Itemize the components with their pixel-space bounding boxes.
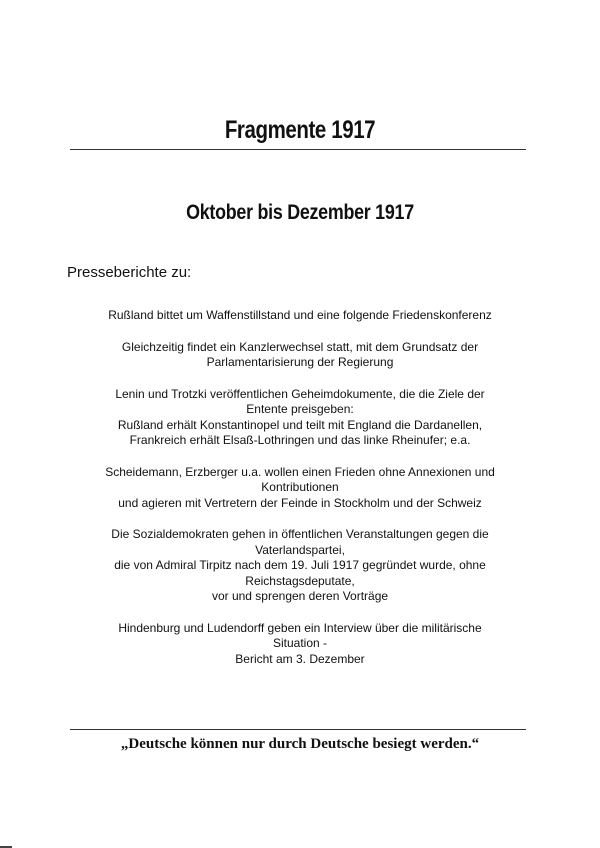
report-line: Rußland erhält Konstantinopel und teilt mit England die Dardanellen, [117, 417, 483, 432]
press-report-list [70, 308, 530, 683]
report-line: die von Admiral Tirpitz nach dem 19. Juli 1917 gegründet wurde, ohne [114, 558, 486, 572]
press-report-item [70, 308, 530, 324]
press-report-item [70, 621, 530, 668]
press-report-item [70, 387, 530, 449]
page-title: Fragmente 1917 [224, 116, 376, 144]
title-divider [70, 149, 526, 150]
report-line: Hindenburg und Ludendorff geben ein Interview über die militärische [118, 620, 482, 635]
closing-quote: „Deutsche können nur durch Deutsche besiegt werden.“ [120, 736, 480, 752]
report-line: Kontributionen [261, 480, 339, 494]
press-report-item [70, 465, 530, 512]
section-heading: Presseberichte zu: [67, 264, 192, 281]
page-subtitle: Oktober bis Dezember 1917 [186, 201, 414, 224]
report-line: Gleichzeitig findet ein Kanzlerwechsel statt, mit dem Grundsatz der [121, 339, 479, 354]
report-line: Situation - [272, 636, 328, 650]
quote-divider [70, 729, 526, 730]
report-line: Reichstagsdeputate, [245, 573, 355, 588]
report-line: Rußland bittet um Waffenstillstand und eine folgende Friedenskonferenz [108, 308, 492, 322]
report-line: Frankreich erhält Elsaß-Lothringen und das linke Rheinufer; e.a. [129, 433, 471, 447]
report-line: Bericht am 3. Dezember [235, 651, 365, 666]
report-line: Die Sozialdemokraten gehen in öffentlichen Veranstaltungen gegen die [111, 527, 489, 541]
report-line: vor und sprengen deren Vorträge [211, 589, 389, 603]
report-line: Scheidemann, Erzberger u.a. wollen einen Frieden ohne Annexionen und [105, 464, 495, 479]
report-line: Parlamentarisierung der Regierung [206, 355, 394, 369]
report-line: Vaterlandspartei, [255, 542, 345, 557]
report-line: Entente preisgeben: [246, 402, 354, 416]
report-line: und agieren mit Vertretern der Feinde in Stockholm und der Schweiz [118, 495, 482, 510]
press-report-item [70, 527, 530, 605]
press-report-item [70, 340, 530, 371]
report-line: Lenin und Trotzki veröffentlichen Geheimdokumente, die die Ziele der [115, 386, 485, 401]
